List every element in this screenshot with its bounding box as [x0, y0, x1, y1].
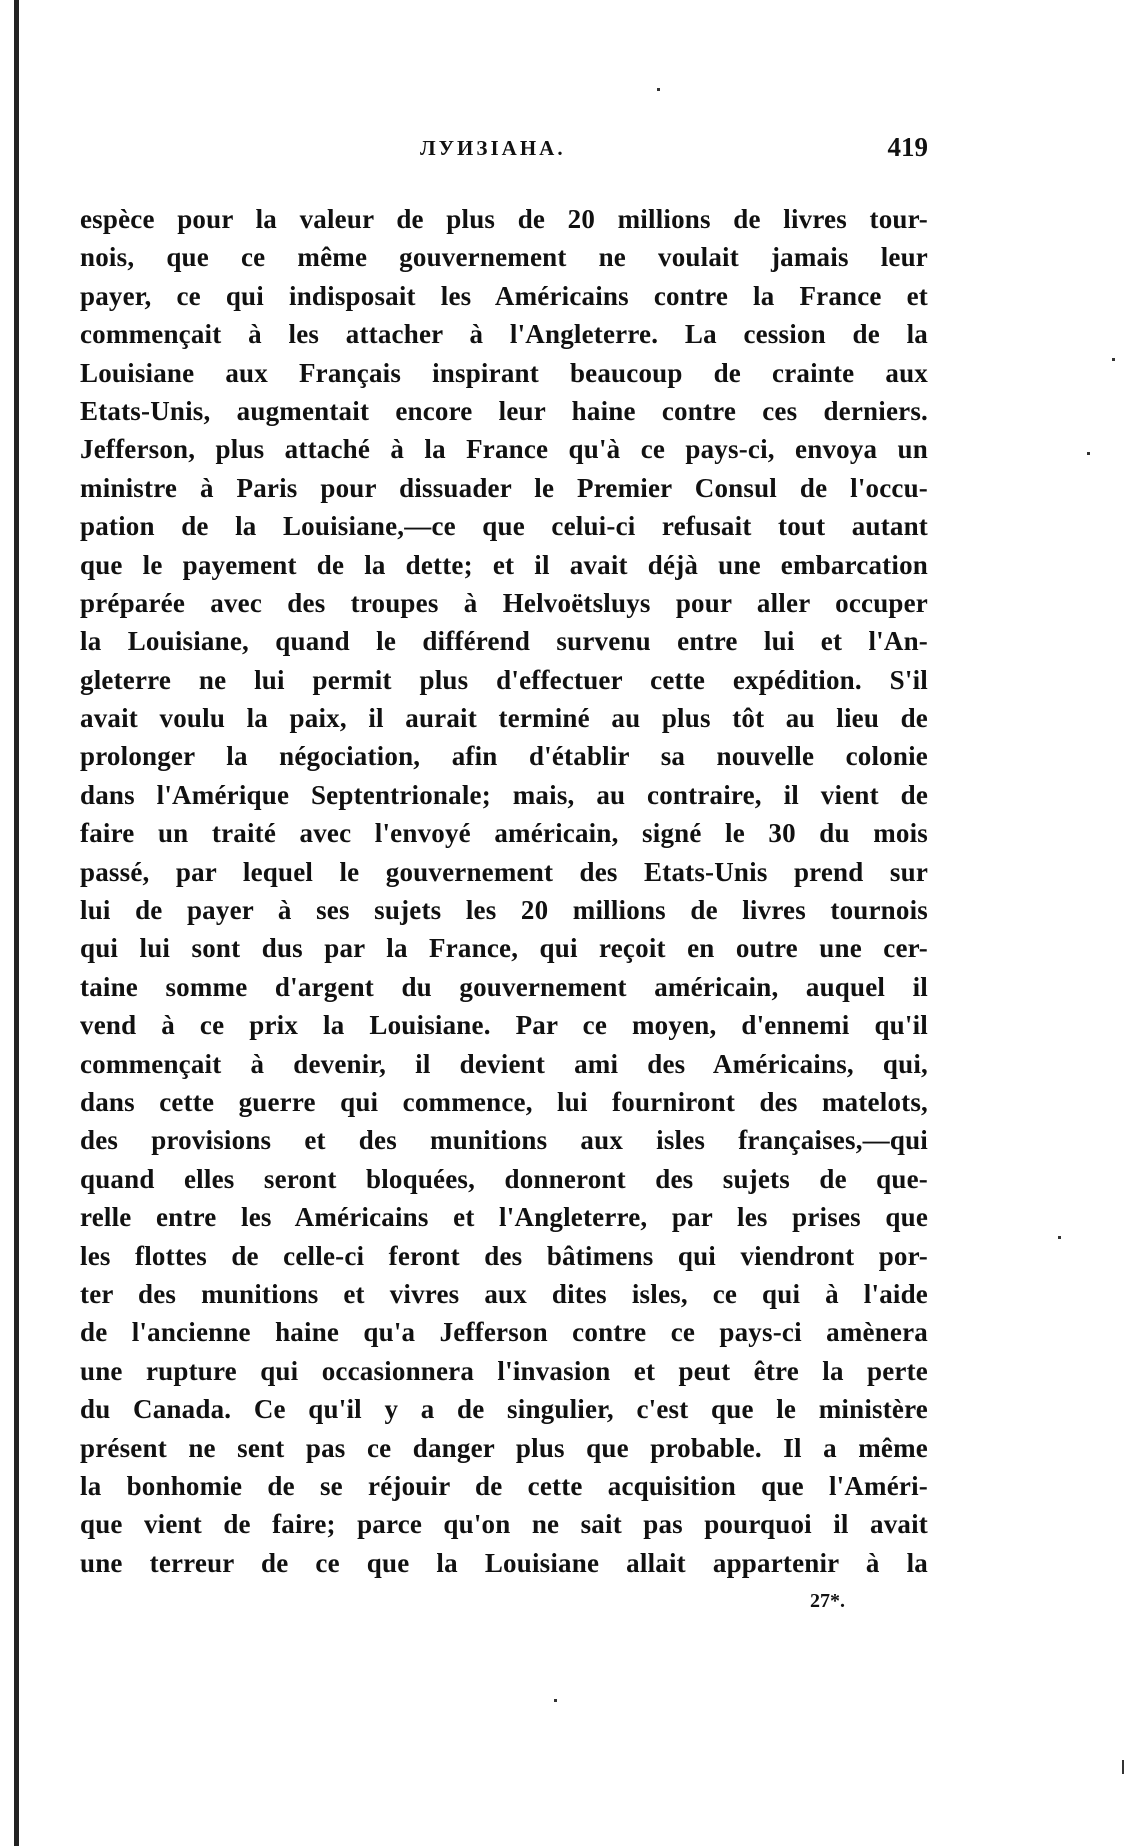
page-number: 419 [887, 132, 928, 162]
text-line: présent ne sent pas ce danger plus que probable. Il a même [80, 1432, 928, 1463]
text-line: gleterre ne lui permit plus d'effectuer cette expédition. S'il [80, 664, 928, 695]
text-line: la Louisiane, quand le différend survenu entre lui et l'An- [80, 626, 928, 657]
text-line: que vient de faire; parce qu'on ne sait pas pourquoi il avait [80, 1509, 928, 1540]
text-line: faire un traité avec l'envoyé américain, signé le 30 du mois [80, 818, 928, 849]
text-line: commençait à les attacher à l'Angleterre. La cession de la [80, 319, 928, 350]
text-line: ministre à Paris pour dissuader le Premier Consul de l'occu- [80, 472, 928, 503]
text-line: taine somme d'argent du gouvernement américain, auquel il [80, 971, 928, 1002]
text-line: des provisions et des munitions aux isles françaises,—qui [80, 1125, 928, 1156]
text-line: une rupture qui occasionnera l'invasion et peut être la perte [80, 1355, 928, 1386]
text-line: relle entre les Américains et l'Angleterre, par les prises que [80, 1202, 928, 1233]
text-line: la bonhomie de se réjouir de cette acquisition que l'Améri- [80, 1470, 928, 1501]
scan-speck [1058, 1236, 1061, 1239]
text-line: Etats-Unis, augmentait encore leur haine contre ces derniers. [80, 395, 928, 426]
binding-edge [14, 0, 19, 1846]
text-line: qui lui sont dus par la France, qui reçoit en outre une cer- [80, 933, 928, 964]
running-title: ЛУИЗІАНА. [420, 136, 566, 160]
scan-speck [1122, 1760, 1124, 1774]
text-line: commençait à devenir, il devient ami des Américains, qui, [80, 1048, 928, 1079]
text-line: avait voulu la paix, il aurait terminé au plus tôt au lieu de [80, 703, 928, 734]
text-line: payer, ce qui indisposait les Américains contre la France et [80, 280, 928, 311]
text-line: dans l'Amérique Septentrionale; mais, au contraire, il vient de [80, 779, 928, 810]
text-line: Jefferson, plus attaché à la France qu'à ce pays-ci, envoya un [80, 434, 928, 465]
text-line: du Canada. Ce qu'il y a de singulier, c'est que le ministère [80, 1394, 928, 1425]
text-line: lui de payer à ses sujets les 20 millions de livres tournois [80, 895, 928, 926]
text-line: une terreur de ce que la Louisiane allait appartenir à la [80, 1547, 928, 1578]
scan-speck [1087, 452, 1090, 455]
text-line: passé, par lequel le gouvernement des Etats-Unis prend sur [80, 856, 928, 887]
text-line: dans cette guerre qui commence, lui fourniront des matelots, [80, 1086, 928, 1117]
text-line: pation de la Louisiane,—ce que celui-ci refusait tout autant [80, 511, 928, 542]
text-line: les flottes de celle-ci feront des bâtimens qui viendront por- [80, 1240, 928, 1271]
page-header [80, 132, 928, 172]
text-line: Louisiane aux Français inspirant beaucoup de crainte aux [80, 357, 928, 388]
text-line: préparée avec des troupes à Helvoëtsluys pour aller occuper [80, 587, 928, 618]
body-text [80, 200, 928, 1582]
text-line: que le payement de la dette; et il avait déjà une embarcation [80, 549, 928, 580]
text-line: vend à ce prix la Louisiane. Par ce moyen, d'ennemi qu'il [80, 1010, 928, 1041]
scan-speck [657, 88, 660, 91]
text-line: prolonger la négociation, afin d'établir sa nouvelle colonie [80, 741, 928, 772]
text-line: ter des munitions et vivres aux dites isles, ce qui à l'aide [80, 1278, 928, 1309]
text-line: nois, que ce même gouvernement ne voulait jamais leur [80, 242, 928, 273]
scan-speck [554, 1699, 557, 1702]
text-line: espèce pour la valeur de plus de 20 millions de livres tour- [80, 204, 928, 234]
scan-speck [1112, 358, 1115, 361]
text-line: de l'ancienne haine qu'a Jefferson contre ce pays-ci amènera [80, 1317, 928, 1348]
text-line: quand elles seront bloquées, donneront des sujets de que- [80, 1163, 928, 1194]
signature-mark: 27*. [810, 1590, 845, 1612]
